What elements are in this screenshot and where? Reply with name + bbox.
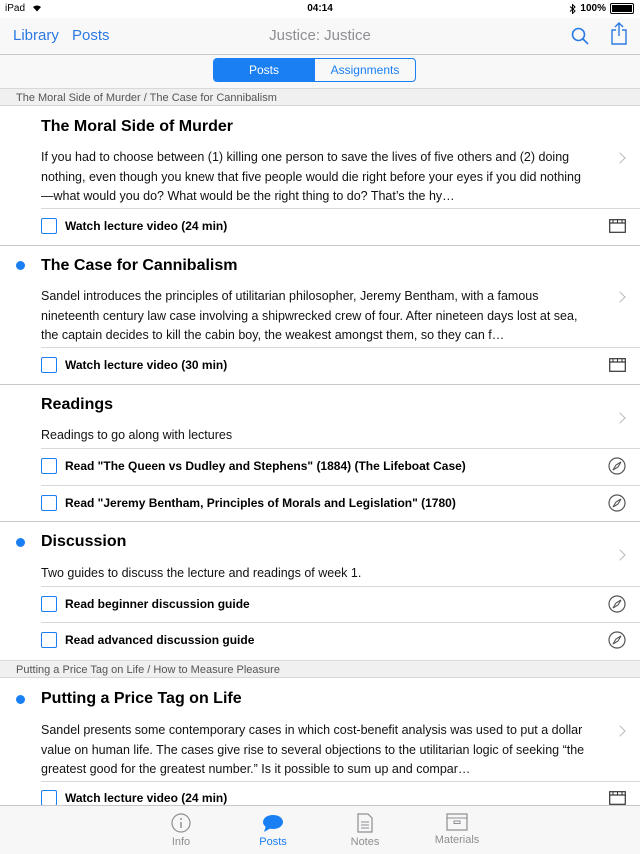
device-name: iPad: [5, 3, 26, 14]
task-row[interactable]: [41, 456, 626, 476]
unread-dot-icon: [16, 261, 25, 270]
task-label: Watch lecture video (30 min): [65, 358, 228, 372]
task-label: Watch lecture video (24 min): [65, 791, 228, 805]
chevron-right-icon: [614, 725, 625, 736]
section-header: Putting a Price Tag on Life / How to Measure Pleasure: [0, 660, 640, 678]
film-icon: [609, 219, 626, 233]
compass-icon: [608, 631, 626, 649]
page-title: Justice: Justice: [269, 27, 371, 44]
notes-icon: [357, 813, 373, 833]
bluetooth-icon: [569, 4, 576, 14]
chevron-right-icon: [614, 549, 625, 560]
compass-icon: [608, 457, 626, 475]
post-price-tag-on-life[interactable]: [0, 679, 640, 805]
post-moral-side-of-murder[interactable]: [0, 107, 640, 246]
checkbox[interactable]: [41, 458, 57, 474]
post-readings[interactable]: [0, 385, 640, 522]
post-discussion[interactable]: [0, 522, 640, 659]
divider: [41, 485, 640, 486]
divider: [41, 622, 640, 623]
checkbox[interactable]: [41, 495, 57, 511]
task-label: Watch lecture video (24 min): [65, 219, 228, 233]
battery-icon: [610, 3, 634, 14]
film-icon: [609, 791, 626, 805]
post-description: Readings to go along with lectures: [41, 428, 233, 442]
library-back-button[interactable]: Library: [13, 27, 59, 44]
tab-bar: [0, 805, 640, 854]
post-title: Discussion: [41, 533, 127, 550]
post-description: If you had to choose between (1) killing one person to save the lives of five others and (2) doing nothing, even though you knew that five people would die right before your eyes if you did nothing—what would you do? What would be the right thing to do? That’s the hy…: [41, 150, 581, 203]
tab-info[interactable]: [141, 806, 221, 854]
post-title: Readings: [41, 396, 114, 413]
chevron-right-icon: [614, 152, 625, 163]
task-label: Read beginner discussion guide: [65, 597, 250, 611]
compass-icon: [608, 494, 626, 512]
segment-bar: [0, 55, 640, 88]
task-row[interactable]: [41, 355, 626, 375]
segmented-control: [213, 58, 416, 82]
checkbox[interactable]: [41, 632, 57, 648]
unread-dot-icon: [16, 695, 25, 704]
post-description: Sandel introduces the principles of utilitarian philosopher, Jeremy Bentham, with a famous nineteenth century law case involving a shipwrecked crew of four. After nineteen days lost at sea, the captain decides to kill the cabin boy, the weakest amongst them, so they can f…: [41, 289, 578, 342]
unread-dot-icon: [16, 538, 25, 547]
section-header: The Moral Side of Murder / The Case for Cannibalism: [0, 88, 640, 106]
chat-bubble-icon: [262, 813, 284, 833]
compass-icon: [608, 595, 626, 613]
tab-posts[interactable]: [233, 806, 313, 854]
film-icon: [609, 358, 626, 372]
share-icon[interactable]: [610, 22, 628, 46]
tab-label: Info: [171, 836, 191, 848]
tab-materials[interactable]: [417, 806, 497, 854]
post-case-for-cannibalism[interactable]: [0, 246, 640, 385]
post-title: The Case for Cannibalism: [41, 257, 238, 274]
checkbox[interactable]: [41, 218, 57, 234]
checkbox[interactable]: [41, 357, 57, 373]
nav-bar: [0, 18, 640, 55]
task-label: Read advanced discussion guide: [65, 633, 255, 647]
task-label: Read "The Queen vs Dudley and Stephens" (1884) (The Lifeboat Case): [65, 459, 466, 473]
post-description: Two guides to discuss the lecture and readings of week 1.: [41, 566, 362, 580]
post-description: Sandel presents some contemporary cases in which cost-benefit analysis was used to put a dollar value on human life. The cases give rise to several objections to the utilitarian logic of seeking “the greatest good for the greatest number.” Is it possible to sum up and compar…: [41, 723, 585, 776]
task-row[interactable]: [41, 216, 626, 236]
tab-notes[interactable]: [325, 806, 405, 854]
tab-label: Notes: [350, 836, 380, 848]
divider: [41, 448, 640, 449]
checkbox[interactable]: [41, 596, 57, 612]
checkbox[interactable]: [41, 790, 57, 806]
task-row[interactable]: [41, 630, 626, 650]
status-bar: [0, 0, 640, 18]
info-icon: [171, 813, 191, 833]
chevron-right-icon: [614, 291, 625, 302]
tab-label: Posts: [259, 836, 287, 848]
tab-assignments-segment[interactable]: Assignments: [314, 59, 415, 81]
tab-label: Materials: [434, 834, 480, 846]
task-label: Read "Jeremy Bentham, Principles of Morals and Legislation" (1780): [65, 496, 456, 510]
post-title: Putting a Price Tag on Life: [41, 690, 242, 707]
search-icon[interactable]: [571, 27, 589, 45]
post-title: The Moral Side of Murder: [41, 118, 234, 135]
divider: [41, 781, 640, 782]
materials-box-icon: [446, 813, 468, 831]
task-row[interactable]: [41, 594, 626, 614]
posts-nav-button[interactable]: Posts: [72, 27, 110, 44]
battery-percent: 100%: [580, 3, 606, 14]
status-time: 04:14: [307, 3, 333, 14]
task-row[interactable]: [41, 493, 626, 513]
divider: [41, 347, 640, 348]
tab-posts-segment[interactable]: Posts: [214, 59, 314, 81]
divider: [41, 208, 640, 209]
chevron-right-icon: [614, 412, 625, 423]
divider: [41, 586, 640, 587]
status-right: [569, 3, 634, 14]
